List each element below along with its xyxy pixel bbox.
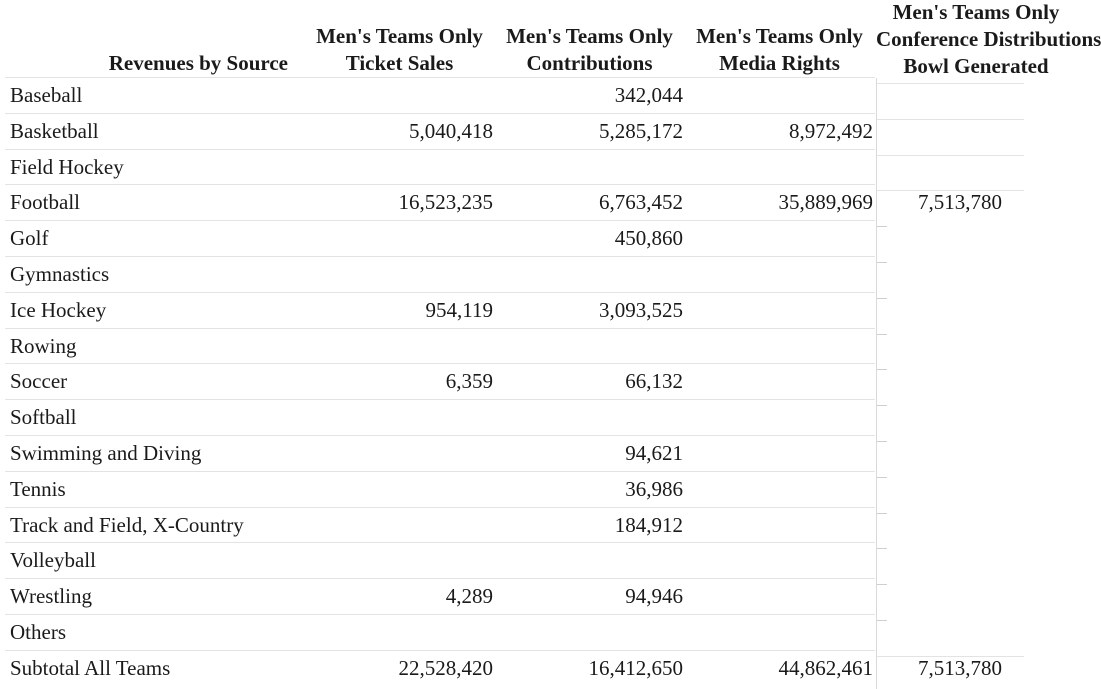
- header-conference-line3: Bowl Generated: [903, 54, 1049, 78]
- row-value: 16,523,235: [398, 190, 493, 215]
- row-value: 450,860: [614, 226, 683, 251]
- row-separator-right: [877, 226, 887, 227]
- header-conference-line1: Men's Teams Only: [892, 0, 1060, 24]
- header-media-rights-line2: Media Rights: [719, 51, 840, 75]
- row-value: 35,889,969: [778, 190, 873, 215]
- row-value: 184,912: [614, 512, 683, 537]
- row-separator-right: [877, 262, 887, 263]
- row-separator-right: [877, 369, 887, 370]
- row-separator-right: [877, 620, 887, 621]
- table-row: [0, 184, 1024, 220]
- row-label: Softball: [10, 405, 77, 430]
- row-separator-right: [877, 405, 887, 406]
- row-label: Baseball: [10, 83, 83, 107]
- row-separator: [5, 328, 875, 329]
- row-label: Rowing: [10, 333, 77, 358]
- table-row: [0, 578, 1024, 614]
- row-separator-right: [877, 155, 1024, 156]
- row-separator-right: [877, 477, 887, 478]
- row-separator-right: [877, 584, 887, 585]
- table-row: [0, 149, 1024, 185]
- row-separator: [5, 542, 875, 543]
- row-value: 22,528,420: [398, 655, 493, 680]
- row-label: Ice Hockey: [10, 297, 107, 322]
- row-value: 94,621: [625, 440, 683, 465]
- header-media-rights-line1: Men's Teams Only: [696, 24, 863, 48]
- row-separator: [5, 578, 875, 579]
- header-conference-distributions: [876, 0, 1101, 80]
- table-body: [0, 77, 1024, 686]
- table-row: [0, 363, 1024, 399]
- header-contributions-line2: Contributions: [526, 51, 653, 75]
- row-value: 66,132: [625, 369, 683, 394]
- row-separator: [5, 471, 875, 472]
- row-separator: [5, 149, 875, 150]
- table-row: [0, 507, 1024, 543]
- table-row: [0, 328, 1024, 364]
- table-row: [0, 542, 1024, 578]
- row-separator: [5, 184, 875, 185]
- row-label: Others: [10, 619, 66, 644]
- row-separator-right: [877, 513, 887, 514]
- header-ticket-sales: [305, 23, 494, 77]
- row-separator: [5, 614, 875, 615]
- row-value: 6,359: [445, 369, 493, 394]
- row-value: 7,513,780: [918, 190, 1002, 215]
- row-separator-right: [877, 298, 887, 299]
- row-value: 44,862,461: [778, 655, 873, 680]
- row-label: Football: [10, 190, 81, 215]
- table-row: [0, 77, 1024, 113]
- row-label: Soccer: [10, 369, 68, 394]
- row-value: 3,093,525: [599, 297, 683, 322]
- row-value: 6,763,452: [599, 190, 683, 215]
- row-value: 5,285,172: [599, 118, 683, 143]
- table-header: [0, 0, 1101, 78]
- row-label: Wrestling: [10, 584, 92, 609]
- row-label: Track and Field, X-Country: [10, 512, 244, 537]
- row-separator: [5, 292, 875, 293]
- row-label: Tennis: [10, 476, 66, 501]
- row-value: 4,289: [445, 584, 493, 609]
- row-separator: [5, 113, 875, 114]
- row-label: Field Hockey: [10, 154, 124, 179]
- table-row: [0, 650, 1024, 686]
- table-row: [0, 292, 1024, 328]
- header-ticket-sales-line1: Men's Teams Only: [316, 24, 483, 48]
- row-separator: [5, 507, 875, 508]
- table-row: [0, 435, 1024, 471]
- row-separator: [5, 220, 875, 221]
- row-value: 342,044: [614, 83, 683, 107]
- row-separator-right: [877, 441, 887, 442]
- row-label: Swimming and Diving: [10, 440, 202, 465]
- table-row: [0, 220, 1024, 256]
- row-separator: [5, 77, 875, 78]
- table-row: [0, 113, 1024, 149]
- table-row: [0, 399, 1024, 435]
- row-separator-right: [877, 119, 1024, 120]
- header-media-rights: [685, 23, 874, 77]
- header-contributions-line1: Men's Teams Only: [506, 24, 673, 48]
- row-label: Volleyball: [10, 548, 96, 573]
- row-separator: [5, 650, 875, 651]
- row-value: 5,040,418: [409, 118, 493, 143]
- header-revenues-by-source: Revenues by Source: [108, 51, 288, 75]
- header-conference-line2: Conference Distributions: [876, 27, 1101, 51]
- row-label: Basketball: [10, 118, 99, 143]
- row-label: Gymnastics: [10, 261, 110, 286]
- row-separator: [5, 435, 875, 436]
- row-value: 16,412,650: [588, 655, 683, 680]
- row-separator: [5, 363, 875, 364]
- row-separator-right: [877, 334, 887, 335]
- row-value: 7,513,780: [918, 655, 1002, 680]
- row-label: Subtotal All Teams: [10, 655, 171, 680]
- table-row: [0, 256, 1024, 292]
- row-separator: [5, 256, 875, 257]
- table-row: [0, 471, 1024, 507]
- row-label: Golf: [10, 226, 49, 251]
- header-ticket-sales-line2: Ticket Sales: [345, 51, 454, 75]
- table-row: [0, 614, 1024, 650]
- row-value: 954,119: [425, 297, 493, 322]
- row-separator: [5, 399, 875, 400]
- row-value: 36,986: [625, 476, 683, 501]
- row-value: 8,972,492: [789, 118, 873, 143]
- row-separator-right: [877, 83, 1024, 84]
- row-separator-right: [877, 548, 887, 549]
- header-contributions: [495, 23, 684, 77]
- row-value: 94,946: [625, 584, 683, 609]
